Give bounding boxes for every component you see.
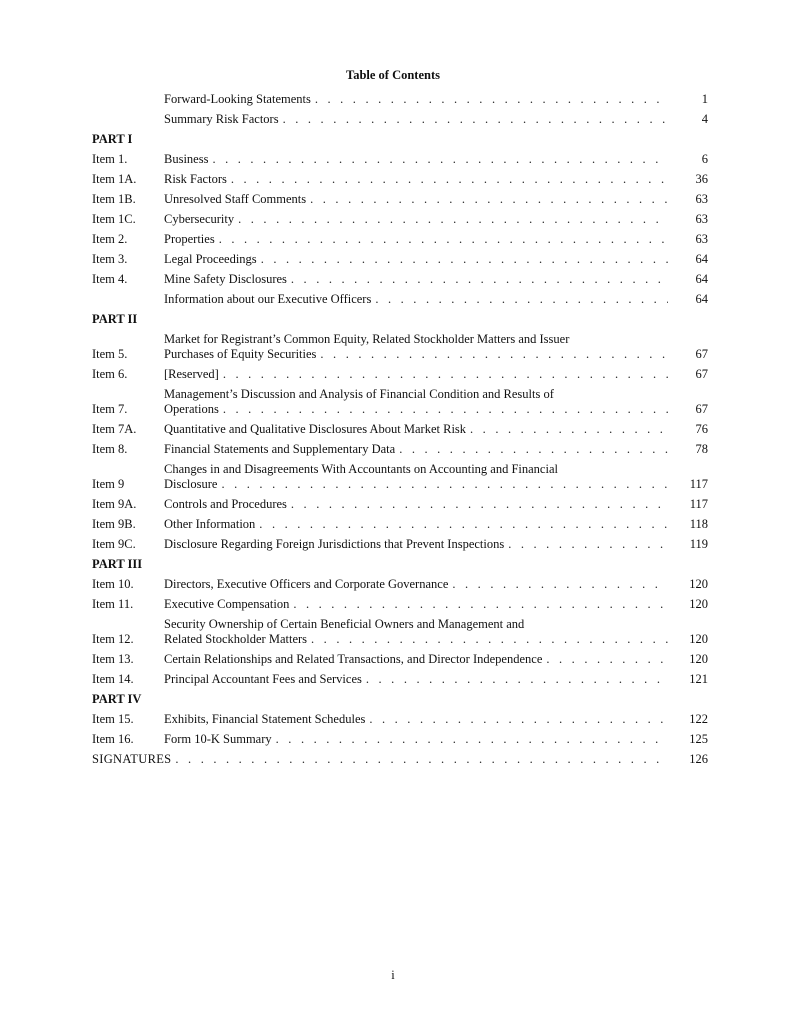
toc-entry-title: Quantitative and Qualitative Disclosures About Market Risk: [164, 422, 467, 436]
toc-entry-body: [164, 212, 668, 227]
toc-page-number: 67: [695, 367, 708, 381]
toc-page-number: 63: [695, 232, 708, 246]
dot-leader: [231, 172, 668, 187]
toc-entry-line: [164, 732, 668, 747]
toc-entry-body: [164, 732, 668, 747]
part-heading: [92, 692, 708, 707]
toc-entry-line: [164, 367, 668, 382]
toc-item-number: Item 5.: [92, 347, 128, 361]
toc-item-number: Item 9A.: [92, 497, 137, 511]
toc-entry-body: [164, 292, 668, 307]
dot-leader: [369, 712, 668, 727]
toc-page-number: 122: [689, 712, 708, 726]
toc-entry-line: [164, 212, 668, 227]
toc-item-number: Item 13.: [92, 652, 134, 666]
toc-entry-body: [92, 752, 668, 767]
dot-leader: [223, 367, 668, 382]
toc-entry[interactable]: [92, 112, 708, 127]
part-heading: [92, 312, 708, 327]
toc-entry-body: [164, 537, 668, 552]
toc-page-number: 120: [689, 632, 708, 646]
toc-item-number: Item 11.: [92, 597, 134, 611]
dot-leader: [219, 232, 668, 247]
toc-entry-line: [164, 152, 668, 167]
toc-entry-body: [164, 367, 668, 382]
toc-item-number: Item 1A.: [92, 172, 137, 186]
toc-entry-title: Information about our Executive Officers: [164, 292, 372, 306]
toc-entry-body: [164, 442, 668, 457]
dot-leader: [221, 477, 668, 492]
toc-entry[interactable]: [92, 442, 708, 457]
part-heading-label: PART IV: [92, 692, 142, 706]
toc-entry-body: [164, 92, 668, 107]
part-heading: [92, 557, 708, 572]
toc-page-number: 63: [695, 212, 708, 226]
toc-entry-body: [164, 332, 668, 362]
page-number-footer: i: [391, 968, 395, 982]
toc-item-number: Item 14.: [92, 672, 134, 686]
toc-entry-title: Legal Proceedings: [164, 252, 257, 266]
toc-entry-body: [164, 112, 668, 127]
toc-entry-title-line1: Market for Registrant’s Common Equity, Related Stockholder Matters and Issuer: [164, 332, 570, 346]
toc-entry-title: Executive Compensation: [164, 597, 290, 611]
toc-entry[interactable]: [92, 387, 708, 417]
toc-entry[interactable]: [92, 292, 708, 307]
toc-entry-title: Unresolved Staff Comments: [164, 192, 307, 206]
toc-item-number: Item 12.: [92, 632, 134, 646]
toc-entry-line: [164, 192, 668, 207]
toc-page-number: 125: [689, 732, 708, 746]
toc-entry[interactable]: [92, 652, 708, 667]
toc-page-number: 120: [689, 577, 708, 591]
toc-entry-title: Financial Statements and Supplementary Data: [164, 442, 396, 456]
toc-entry-signatures[interactable]: [92, 752, 708, 767]
toc-item-number: Item 8.: [92, 442, 128, 456]
table-of-contents: [92, 92, 708, 772]
toc-entry-title: Other Information: [164, 517, 256, 531]
toc-page-number: 64: [695, 292, 708, 306]
toc-entry[interactable]: [92, 712, 708, 727]
toc-entry[interactable]: [92, 497, 708, 512]
toc-entry-body: [164, 712, 668, 727]
toc-entry-title: Cybersecurity: [164, 212, 235, 226]
dot-leader: [175, 752, 668, 767]
toc-entry-line: [164, 597, 668, 612]
toc-entry-title-line1: Security Ownership of Certain Beneficial Owners and Management and: [164, 617, 525, 631]
toc-entry-title: Properties: [164, 232, 215, 246]
dot-leader: [223, 402, 668, 417]
part-heading-label: PART I: [92, 132, 133, 146]
dot-leader: [283, 112, 668, 127]
toc-entry[interactable]: [92, 537, 708, 552]
toc-item-number: Item 7A.: [92, 422, 137, 436]
toc-entry[interactable]: [92, 212, 708, 227]
toc-entry[interactable]: [92, 577, 708, 592]
dot-leader: [452, 577, 668, 592]
toc-entry-title: [Reserved]: [164, 367, 219, 381]
toc-page-number: 117: [689, 497, 708, 511]
toc-entry-line: [164, 477, 668, 492]
toc-page-number: 6: [701, 152, 708, 166]
toc-entry-body: [164, 597, 668, 612]
dot-leader: [320, 347, 668, 362]
dot-leader: [291, 497, 668, 512]
toc-item-number: Item 6.: [92, 367, 128, 381]
dot-leader: [212, 152, 668, 167]
toc-entry-body: [164, 152, 668, 167]
toc-page-number: 4: [701, 112, 708, 126]
toc-entry-body: [164, 652, 668, 667]
toc-entry-body: [164, 192, 668, 207]
toc-entry-line: [164, 292, 668, 307]
toc-entry-title: SIGNATURES: [92, 752, 172, 766]
toc-page-number: 64: [695, 272, 708, 286]
toc-entry[interactable]: [92, 367, 708, 382]
toc-item-number: Item 10.: [92, 577, 134, 591]
toc-entry-body: [164, 232, 668, 247]
toc-entry-title: Disclosure Regarding Foreign Jurisdictions that Prevent Inspections: [164, 537, 505, 551]
toc-entry-body: [164, 172, 668, 187]
toc-entry-title: Certain Relationships and Related Transactions, and Director Independence: [164, 652, 543, 666]
toc-page-number: 36: [695, 172, 708, 186]
toc-entry-title: Business: [164, 152, 209, 166]
toc-entry-title: Form 10-K Summary: [164, 732, 272, 746]
toc-item-number: Item 15.: [92, 712, 134, 726]
toc-entry[interactable]: [92, 92, 708, 107]
toc-entry[interactable]: [92, 672, 708, 687]
toc-entry-line: [92, 752, 668, 767]
toc-entry[interactable]: [92, 232, 708, 247]
toc-entry-line: [164, 537, 668, 552]
dot-leader: [310, 192, 668, 207]
toc-entry-body: [164, 252, 668, 267]
dot-leader: [508, 537, 668, 552]
toc-page-number: 120: [689, 652, 708, 666]
dot-leader: [261, 252, 668, 267]
toc-item-number: Item 9: [92, 477, 125, 491]
toc-entry-title: Related Stockholder Matters: [164, 632, 308, 646]
toc-item-number: Item 7.: [92, 402, 128, 416]
dot-leader: [546, 652, 668, 667]
toc-item-number: Item 9C.: [92, 537, 136, 551]
toc-entry-line: [164, 252, 668, 267]
dot-leader: [293, 597, 668, 612]
dot-leader: [366, 672, 668, 687]
toc-item-number: Item 4.: [92, 272, 128, 286]
toc-item-number: Item 1.: [92, 152, 128, 166]
toc-entry-body: [164, 617, 668, 647]
toc-page-number: 67: [695, 347, 708, 361]
toc-entry-line: [164, 347, 668, 362]
toc-page-number: 119: [689, 537, 708, 551]
toc-entry-body: [164, 517, 668, 532]
dot-leader: [315, 92, 668, 107]
toc-item-number: Item 1C.: [92, 212, 136, 226]
toc-entry[interactable]: [92, 172, 708, 187]
toc-item-number: Item 1B.: [92, 192, 136, 206]
toc-page-number: 64: [695, 252, 708, 266]
toc-entry-line: [164, 402, 668, 417]
toc-entry-line: [164, 712, 668, 727]
toc-entry-title: Purchases of Equity Securities: [164, 347, 317, 361]
toc-entry[interactable]: [92, 617, 708, 647]
toc-entry-line: [164, 652, 668, 667]
toc-entry[interactable]: [92, 272, 708, 287]
toc-entry-body: [164, 577, 668, 592]
toc-entry-title-line1: Management’s Discussion and Analysis of Financial Condition and Results of: [164, 387, 554, 401]
toc-entry[interactable]: [92, 252, 708, 267]
toc-entry-title: Operations: [164, 402, 219, 416]
dot-leader: [276, 732, 668, 747]
toc-page-number: 67: [695, 402, 708, 416]
toc-entry[interactable]: [92, 192, 708, 207]
toc-entry-title: Summary Risk Factors: [164, 112, 279, 126]
toc-entry-line: [164, 672, 668, 687]
part-heading: [92, 132, 708, 147]
toc-item-number: Item 2.: [92, 232, 128, 246]
toc-entry-body: [164, 497, 668, 512]
toc-entry[interactable]: [92, 597, 708, 612]
toc-entry-body: [164, 672, 668, 687]
toc-page-number: 1: [701, 92, 708, 106]
toc-entry[interactable]: [92, 732, 708, 747]
part-heading-label: PART II: [92, 312, 138, 326]
dot-leader: [238, 212, 668, 227]
toc-page-number: 76: [695, 422, 708, 436]
dot-leader: [375, 292, 668, 307]
toc-entry-title: Risk Factors: [164, 172, 227, 186]
toc-page-number: 121: [689, 672, 708, 686]
toc-page-number: 126: [689, 752, 708, 766]
dot-leader: [311, 632, 668, 647]
toc-page-number: 120: [689, 597, 708, 611]
toc-item-number: Item 9B.: [92, 517, 136, 531]
toc-entry-title-line1: Changes in and Disagreements With Accountants on Accounting and Financial: [164, 462, 558, 476]
toc-entry-title: Disclosure: [164, 477, 218, 491]
toc-entry[interactable]: [92, 152, 708, 167]
toc-entry-title: Forward-Looking Statements: [164, 92, 311, 106]
toc-entry-line: [164, 497, 668, 512]
toc-entry-line: [164, 517, 668, 532]
toc-entry-line: [164, 232, 668, 247]
toc-entry-body: [164, 422, 668, 437]
toc-entry[interactable]: [92, 462, 708, 492]
toc-entry-line: [164, 92, 668, 107]
toc-entry-line: [164, 577, 668, 592]
toc-entry-line: [164, 422, 668, 437]
toc-entry-body: [164, 462, 668, 492]
toc-entry-title: Controls and Procedures: [164, 497, 287, 511]
toc-item-number: Item 16.: [92, 732, 134, 746]
toc-entry-line: [164, 632, 668, 647]
toc-entry-line: [164, 272, 668, 287]
toc-entry-title: Exhibits, Financial Statement Schedules: [164, 712, 366, 726]
toc-entry[interactable]: [92, 517, 708, 532]
toc-entry-title: Principal Accountant Fees and Services: [164, 672, 362, 686]
toc-item-number: Item 3.: [92, 252, 128, 266]
part-heading-label: PART III: [92, 557, 143, 571]
toc-entry-line: [164, 172, 668, 187]
toc-entry-line: [164, 112, 668, 127]
toc-entry-title: Directors, Executive Officers and Corporate Governance: [164, 577, 449, 591]
toc-entry-body: [164, 272, 668, 287]
toc-page-number: 118: [689, 517, 708, 531]
toc-entry-line: [164, 442, 668, 457]
toc-entry-title: Mine Safety Disclosures: [164, 272, 287, 286]
toc-page-number: 63: [695, 192, 708, 206]
toc-entry[interactable]: [92, 332, 708, 362]
dot-leader: [291, 272, 668, 287]
dot-leader: [259, 517, 668, 532]
dot-leader: [399, 442, 668, 457]
toc-entry[interactable]: [92, 422, 708, 437]
toc-page-number: 117: [689, 477, 708, 491]
dot-leader: [470, 422, 668, 437]
toc-entry-body: [164, 387, 668, 417]
toc-page-number: 78: [695, 442, 708, 456]
toc-title: Table of Contents: [346, 68, 440, 82]
